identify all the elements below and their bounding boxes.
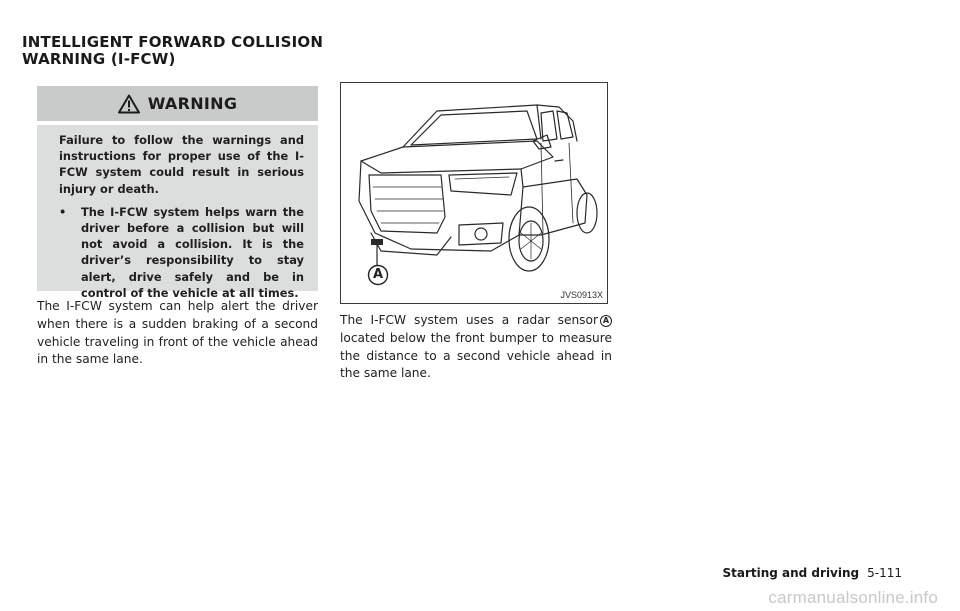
page-number: 5-111 xyxy=(867,566,902,580)
warning-header xyxy=(37,86,318,121)
warning-box xyxy=(37,125,318,300)
radar-paragraph xyxy=(340,312,612,383)
page-footer xyxy=(722,566,902,580)
warning-label: WARNING xyxy=(147,94,238,113)
footer-section-name: Starting and driving xyxy=(722,566,860,580)
intro-paragraph: The I-FCW system can help alert the driver when there is a sudden braking of a second vehicle traveling in front of the vehicle ahead in the same lane. xyxy=(37,299,318,367)
bullet-marker: • xyxy=(59,204,67,219)
watermark: carmanualsonline.info xyxy=(768,588,938,607)
warning-intro: Failure to follow the warnings and instructions for proper use of the I-FCW system could result in serious injury or death. xyxy=(59,133,304,196)
warning-bullet xyxy=(59,204,304,301)
section-title-line-2: WARNING (I-FCW) xyxy=(22,50,176,68)
section-title-line-1: INTELLIGENT FORWARD COLLISION xyxy=(22,33,324,51)
callout-a-label: A xyxy=(372,267,384,282)
warning-triangle-icon xyxy=(118,94,140,114)
vehicle-figure xyxy=(340,82,608,304)
radar-paragraph-start: The I-FCW system uses a radar sensor xyxy=(340,313,598,327)
sensor-a-marker: A xyxy=(600,315,612,327)
radar-paragraph-end: located below the front bumper to measure the distance to a second vehicle ahead in the same lane. xyxy=(340,330,612,381)
section-title xyxy=(22,34,342,68)
warning-bullet-text: The I-FCW system helps warn the driver before a collision but will not avoid a collision. It is the driver’s responsibility to stay alert, drive safely and be in control of the vehicle at all times. xyxy=(81,204,304,300)
figure-code: JVS0913X xyxy=(560,290,603,300)
